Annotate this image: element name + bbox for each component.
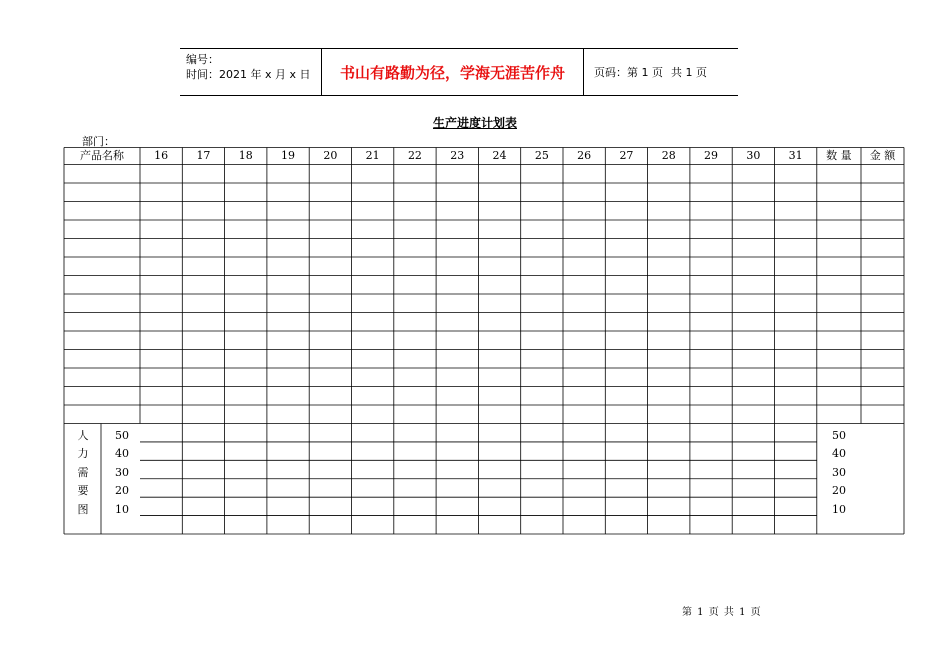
manpower-level-right: 50 [832,428,846,442]
manpower-level-left: 10 [115,502,129,516]
manpower-level-right: 40 [832,447,846,460]
day-header: 17 [196,148,211,162]
manpower-level-left: 20 [115,484,129,497]
code-label: 编号： [186,53,219,66]
time-label: 时间：2021 年 x 月 x 日 [186,68,311,81]
motto: 书山有路勤为径，学海无涯苦作舟 [322,49,584,95]
day-header: 27 [619,148,634,162]
department-label: 部门： [82,135,115,148]
manpower-label-char: 力 [77,447,89,460]
amount-header: 金 额 [869,148,896,162]
manpower-level-left: 30 [115,465,129,479]
day-header: 26 [577,148,592,162]
day-header: 22 [407,148,422,162]
page-title: 生产进度计划表 [432,116,517,130]
day-header: 25 [534,148,549,162]
day-header: 30 [746,148,761,162]
day-header: 16 [154,148,169,162]
day-header: 28 [661,148,676,162]
manpower-label-char: 人 [77,428,89,442]
manpower-level-right: 30 [832,465,846,479]
day-header: 21 [365,148,380,162]
quantity-header: 数 量 [826,148,852,162]
manpower-level-right: 20 [832,484,846,497]
day-header: 18 [238,148,253,162]
day-header: 24 [492,148,507,162]
day-header: 19 [281,148,296,162]
page-label: 页码：第 1 页 [594,66,663,79]
manpower-level-right: 10 [832,502,846,516]
page-footer: 第 1 页 共 1 页 [682,607,761,618]
day-header: 20 [323,148,338,162]
day-header: 23 [450,148,465,162]
product-name-header: 产品名称 [80,148,124,162]
manpower-level-left: 50 [115,428,129,442]
manpower-level-left: 40 [115,447,129,460]
manpower-label-char: 图 [77,502,89,516]
manpower-label-char: 要 [77,484,89,497]
day-header: 31 [788,148,803,162]
page-total: 共 1 页 [671,66,707,79]
manpower-label-char: 需 [77,465,89,479]
day-header: 29 [704,148,719,162]
